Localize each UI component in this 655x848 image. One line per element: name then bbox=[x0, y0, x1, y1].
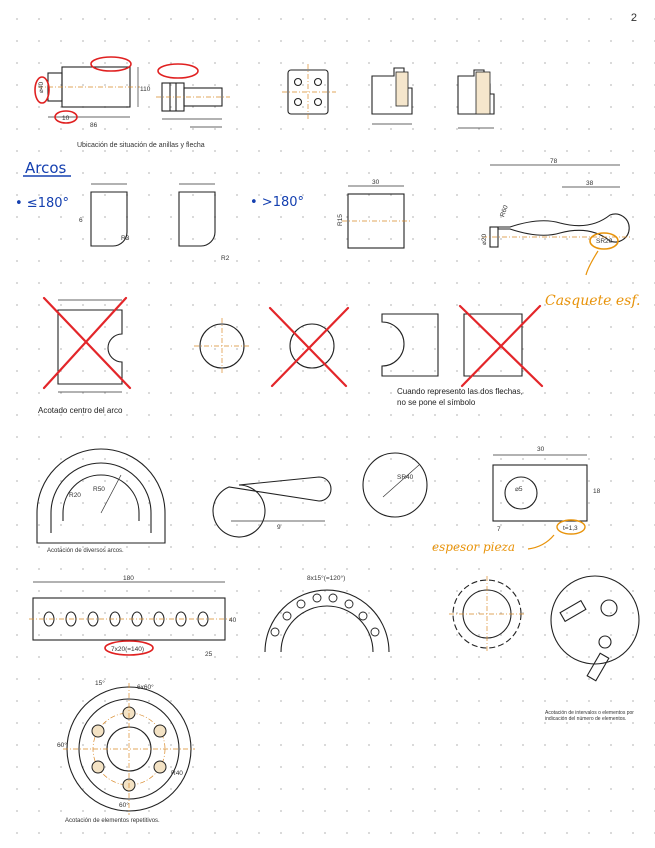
arc-gt180-drawing bbox=[330, 180, 420, 260]
dim-row4-30: 30 bbox=[537, 446, 545, 453]
dim-18: 18 bbox=[593, 488, 601, 495]
page-number: 2 bbox=[630, 12, 637, 24]
caption-intervalos: Acotación de intervalos o elementos por indicación del número de elementos. bbox=[545, 710, 634, 722]
espesor-label bbox=[432, 535, 572, 560]
blocks-drawing bbox=[280, 58, 520, 143]
dim-15deg: 15° bbox=[95, 680, 105, 687]
dim-r60: R60 bbox=[499, 204, 510, 219]
dim-7x20: 7x20(=140) bbox=[111, 646, 145, 653]
dim-sr20: SR20 bbox=[596, 238, 613, 245]
handle-drawing bbox=[470, 155, 640, 275]
dim-8x15: 8x15°(=120°) bbox=[307, 575, 346, 582]
dim-6: 6 bbox=[79, 217, 83, 224]
dim-sr40: SR40 bbox=[397, 474, 414, 481]
dim-10: 10 bbox=[62, 115, 70, 122]
arc-gt180-label bbox=[250, 188, 330, 218]
note-cuando: Cuando represento las dos flechas, no se pone el símbolo bbox=[397, 387, 523, 407]
dim-r50: R50 bbox=[93, 486, 105, 493]
arcos-title: Arcos bbox=[25, 159, 67, 177]
dim-180: 180 bbox=[123, 575, 134, 582]
dim-78: 78 bbox=[550, 158, 558, 165]
dim-diameter: ⌀40 bbox=[38, 81, 45, 93]
dim-7: 7 bbox=[497, 526, 501, 533]
casquete-text: Casquete esf. bbox=[545, 293, 641, 309]
dim-r40: R40 bbox=[171, 770, 183, 777]
dim-110: 110 bbox=[140, 86, 151, 93]
dim-d5: ⌀5 bbox=[515, 486, 523, 493]
dim-38: 38 bbox=[586, 180, 594, 187]
dim-40: 40 bbox=[229, 617, 237, 624]
dim-9: 9 bbox=[277, 524, 281, 531]
dim-d20: ⌀20 bbox=[481, 233, 488, 245]
arc-le180-drawings bbox=[79, 180, 235, 265]
arcos-le180: • ≤180° bbox=[15, 196, 70, 211]
dim-30: 30 bbox=[372, 179, 380, 186]
dim-r3: R3 bbox=[121, 235, 130, 242]
shaft-drawing bbox=[30, 55, 245, 150]
dim-r20: R20 bbox=[69, 492, 81, 499]
dim-r2: R2 bbox=[221, 255, 230, 262]
dim-r15: R15 bbox=[337, 214, 344, 226]
casquete-label bbox=[545, 285, 645, 315]
dim-60-bottom: 60° bbox=[119, 802, 129, 809]
caption-repetitivos: Acotación de elementos repetitivos. bbox=[65, 818, 160, 824]
dim-25: 25 bbox=[205, 651, 213, 658]
note-acotado-centro: Acotado centro del arco bbox=[38, 406, 123, 415]
row6-drawing bbox=[55, 675, 205, 815]
caption-diversos-arcos: Acotación de diversos arcos. bbox=[47, 548, 124, 554]
dim-t13: t=1,3 bbox=[563, 525, 578, 532]
arcos-gt180: • >180° bbox=[250, 195, 305, 210]
dim-86: 86 bbox=[90, 122, 98, 129]
espesor-text: espesor pieza bbox=[432, 540, 516, 554]
caption-ubicacion: Ubicación de situación de anillas y flecha bbox=[77, 142, 205, 149]
dim-6x60: 6x60° bbox=[137, 684, 154, 691]
dim-60-left: 60° bbox=[57, 742, 67, 749]
row4-drawings bbox=[25, 435, 645, 550]
